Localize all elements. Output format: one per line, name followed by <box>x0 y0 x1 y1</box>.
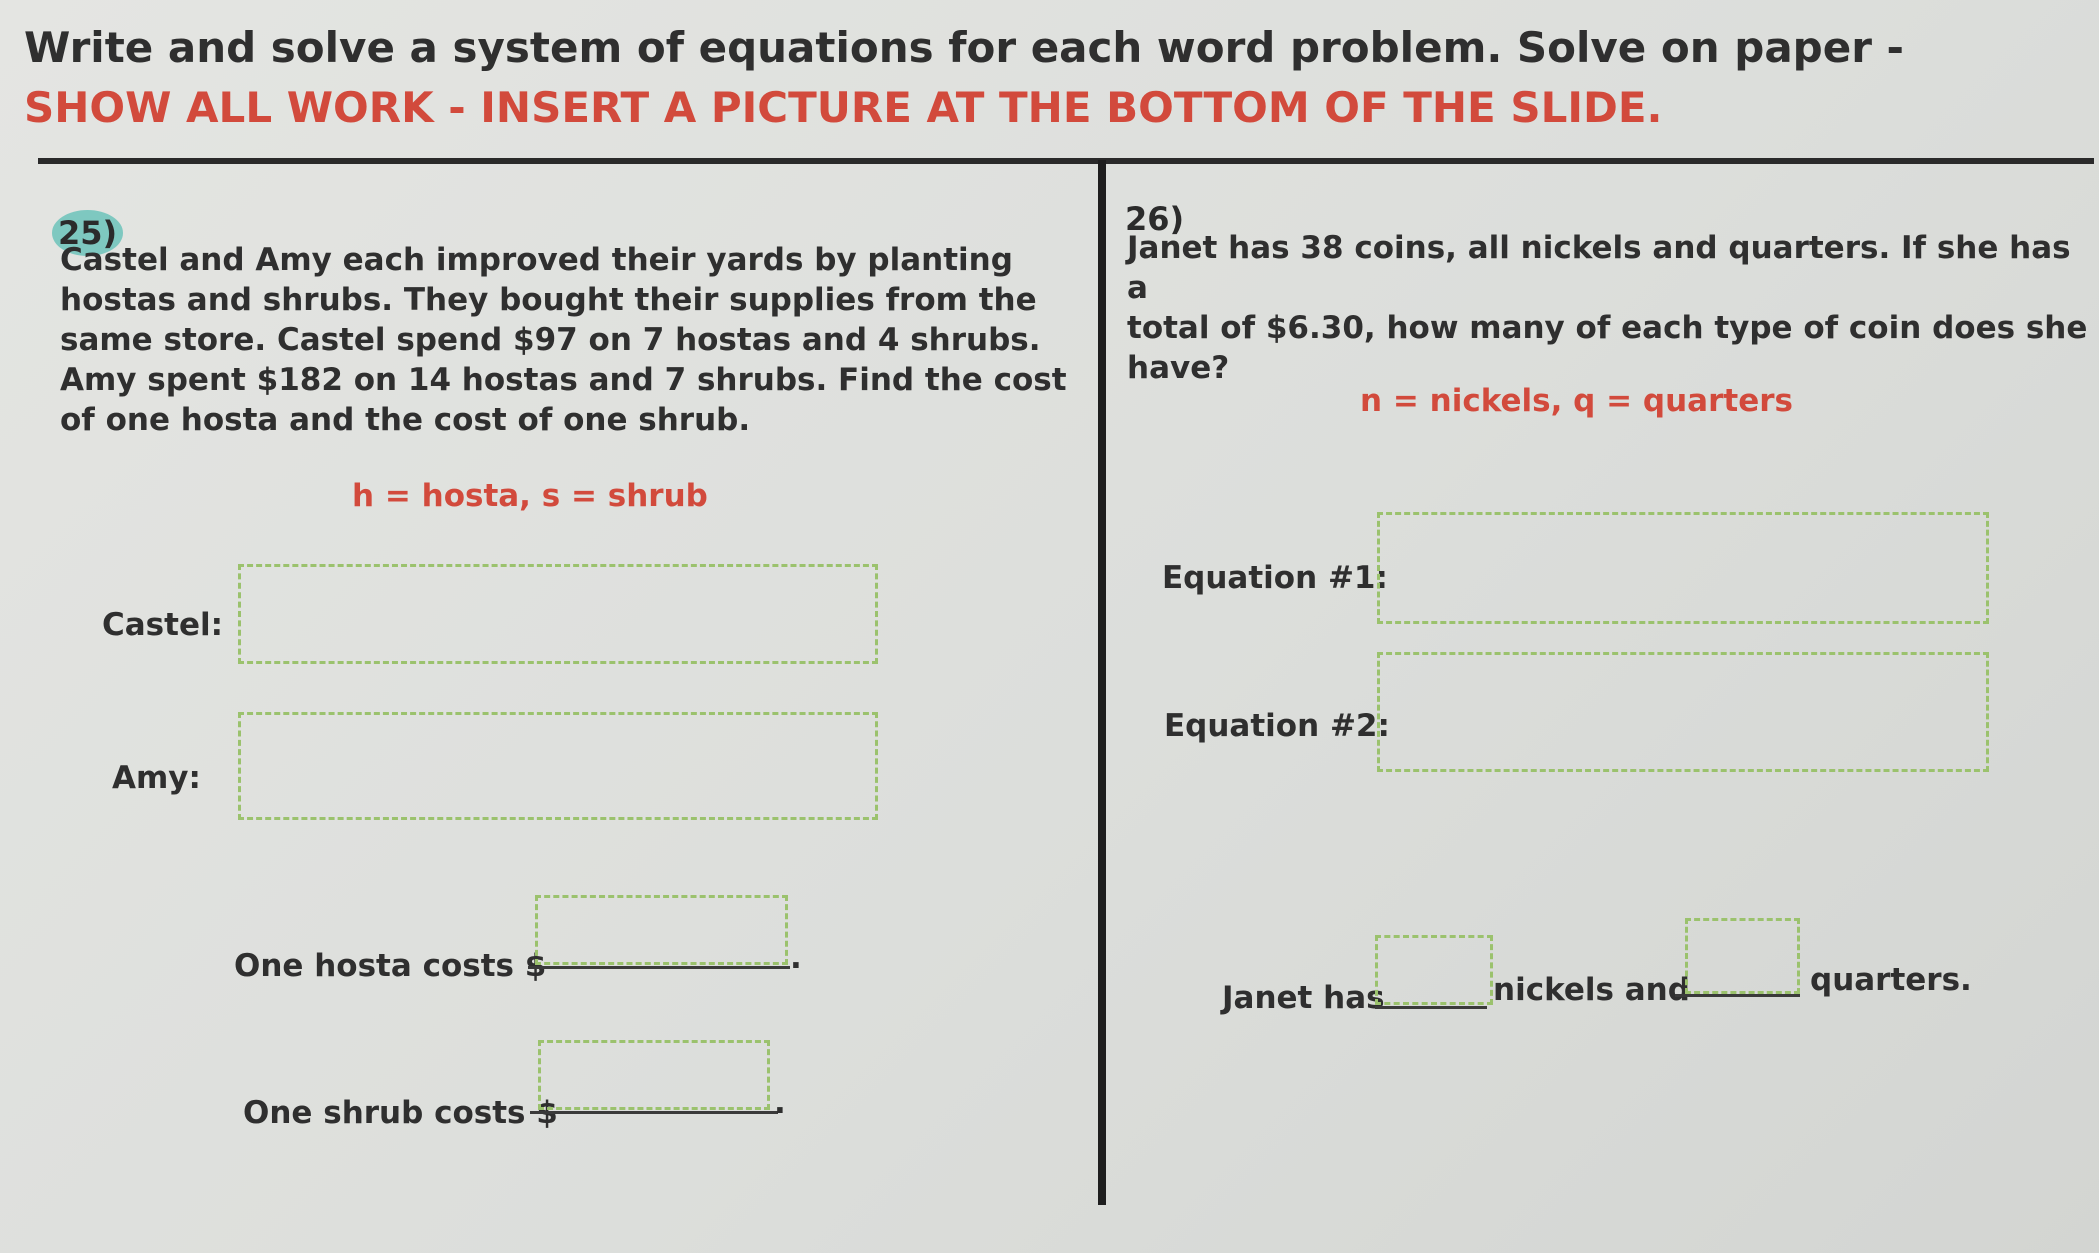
instructions-highlight: SHOW ALL WORK - INSERT A PICTURE AT THE BOTTOM OF THE SLIDE. <box>24 83 1663 132</box>
quarters-answer-box[interactable] <box>1685 918 1800 994</box>
problem-26-line: total of $6.30, how many of each type of coin does she <box>1127 310 2088 346</box>
problem-26-line: Janet has 38 coins, all nickels and quarters. If she has a <box>1127 230 2071 306</box>
amy-equation-box[interactable] <box>238 712 878 820</box>
shrub-period: . <box>774 1085 786 1121</box>
problem-26-variables: n = nickels, q = quarters <box>1360 383 1793 419</box>
problem-26-line: have? <box>1127 350 1230 386</box>
problem-26-number: 26) <box>1125 200 1185 238</box>
hosta-cost-label: One hosta costs $ <box>234 948 547 984</box>
instructions-text: Write and solve a system of equations for each word problem. Solve on paper - <box>24 23 1904 72</box>
equation-1-box[interactable] <box>1377 512 1989 624</box>
castel-equation-box[interactable] <box>238 564 878 664</box>
problem-25-line: same store. Castel spend $97 on 7 hostas and 4 shrubs. <box>60 322 1041 358</box>
problem-26-text <box>1127 228 2099 388</box>
hosta-period: . <box>790 940 802 976</box>
equation-2-box[interactable] <box>1377 652 1989 772</box>
amy-label: Amy: <box>112 760 201 796</box>
problem-25-number: 25) <box>52 210 123 256</box>
castel-label: Castel: <box>102 607 223 643</box>
problem-25-line: Amy spent $182 on 14 hostas and 7 shrubs. Find the cost <box>60 362 1067 398</box>
shrub-cost-label: One shrub costs $ <box>243 1095 558 1131</box>
hosta-cost-line <box>528 966 790 969</box>
problem-25-line: hostas and shrubs. They bought their supplies from the <box>60 282 1037 318</box>
problem-25-line: Castel and Amy each improved their yards by planting <box>60 242 1013 278</box>
slide-instructions <box>24 18 2064 138</box>
equation-2-label: Equation #2: <box>1164 708 1390 744</box>
hosta-cost-box[interactable] <box>535 895 788 965</box>
nickels-answer-line <box>1375 1006 1487 1009</box>
janet-has-label: Janet has <box>1222 980 1385 1016</box>
problem-25-line: of one hosta and the cost of one shrub. <box>60 402 751 438</box>
nickels-answer-box[interactable] <box>1375 935 1493 1005</box>
header-divider <box>38 158 2094 164</box>
problem-25-variables: h = hosta, s = shrub <box>352 478 708 514</box>
equation-1-label: Equation #1: <box>1162 560 1388 596</box>
problem-25-text <box>60 240 1067 440</box>
quarters-label: quarters. <box>1810 962 1972 998</box>
shrub-cost-box[interactable] <box>538 1040 770 1110</box>
shrub-cost-line <box>530 1111 778 1114</box>
column-divider <box>1098 160 1106 1205</box>
quarters-answer-line <box>1675 994 1800 997</box>
nickels-and-label: nickels and <box>1493 972 1690 1008</box>
